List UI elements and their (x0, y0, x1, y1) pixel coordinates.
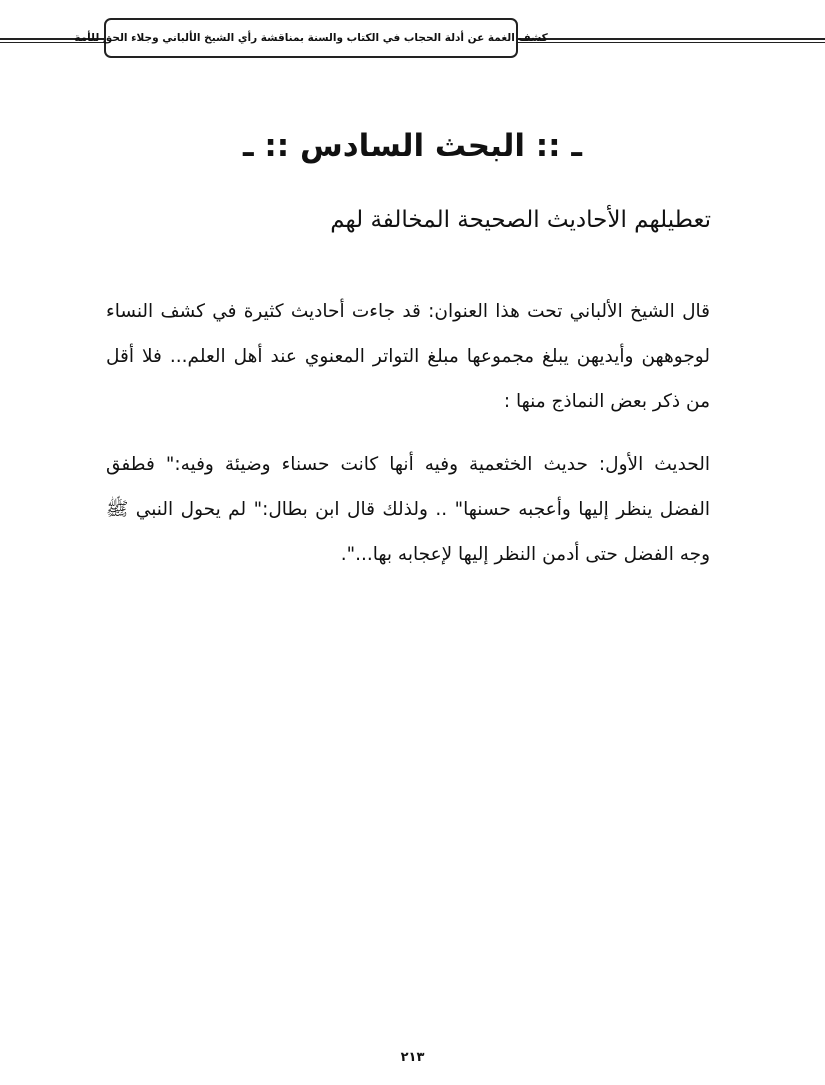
section-subtitle: تعطيلهم الأحاديث الصحيحة المخالفة لهم (330, 207, 711, 233)
body-paragraph-2: الحديث الأول: حديث الخثعمية وفيه أنها كانت حسناء وضيئة وفيه:" فطفق الفضل ينظر إليها وأعجبه حسنها" .. ولذلك قال ابن بطال:" لم يحول النبي ﷺ وجه الفضل حتى أدمن النظر إليها لإعجابه بها...". (106, 453, 710, 565)
page-number: ٢١٣ (400, 1050, 425, 1065)
section-title: ـ :: البحث السادس :: ـ (243, 128, 582, 164)
running-header (74, 18, 548, 58)
body-paragraph-1: قال الشيخ الألباني تحت هذا العنوان: قد جاءت أحاديث كثيرة في كشف النساء لوجوههن وأيديهن يبلغ مجموعها مبلغ التواتر المعنوي عند أهل العلم... فلا أقل من ذكر بعض النماذج منها : (106, 300, 710, 412)
running-header-title: كشف الغمة عن أدلة الحجاب في الكتاب والسنة بمناقشة رأي الشيخ الألباني وجلاء الحق للأمة (74, 32, 548, 44)
